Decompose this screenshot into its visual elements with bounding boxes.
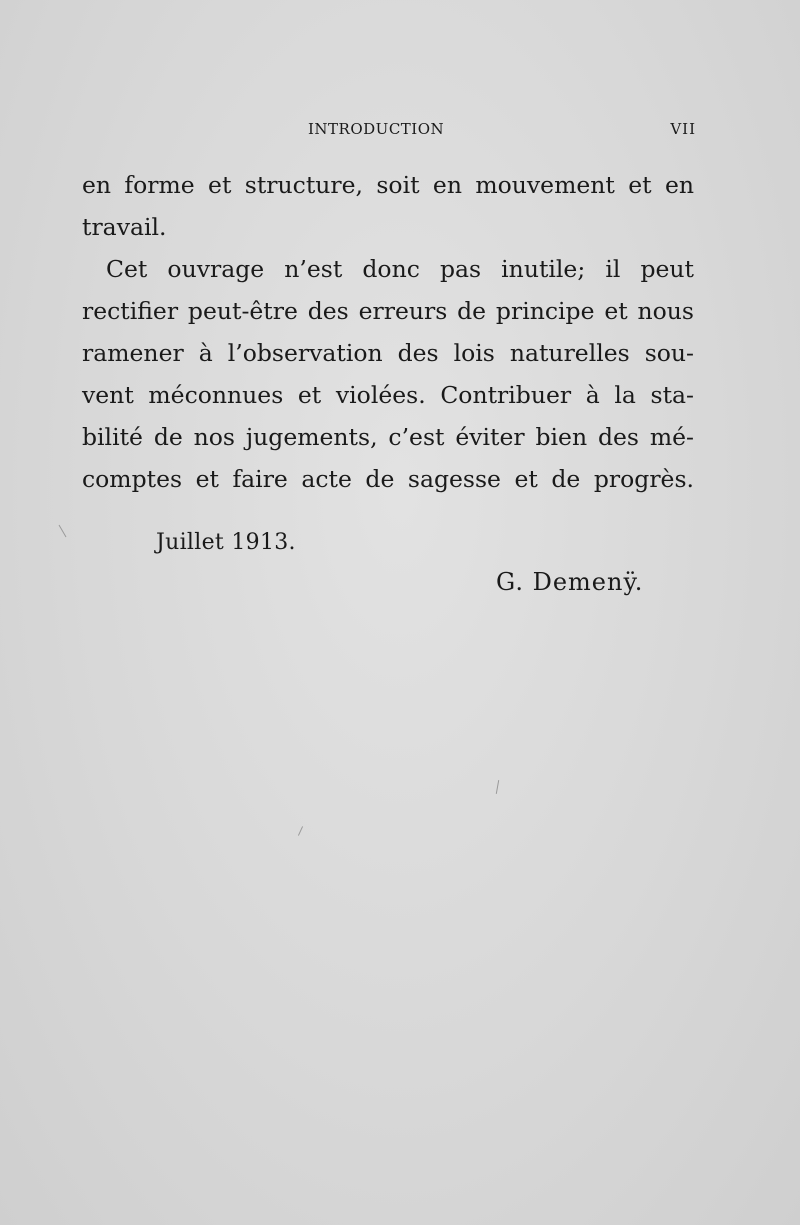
text-line: comptes et faire acte de sagesse et de progrès. xyxy=(82,465,694,493)
author-signature: G. Demenÿ. xyxy=(496,568,644,596)
paper-speck xyxy=(298,826,303,835)
page-number: VII xyxy=(670,120,696,138)
text-line: Cet ouvrage n’est donc pas inutile; il peut xyxy=(106,255,694,283)
paper-speck xyxy=(496,780,499,794)
closing-date: Juillet 1913. xyxy=(156,530,296,555)
body-text xyxy=(82,164,694,500)
text-line: rectifier peut-être des erreurs de principe et nous xyxy=(82,297,694,325)
running-title: INTRODUCTION xyxy=(308,120,445,138)
running-head xyxy=(82,120,696,144)
text-line: en forme et structure, soit en mouvement et en xyxy=(82,171,694,199)
text-line: ramener à l’observation des lois naturelles sou- xyxy=(82,339,694,367)
paper-speck xyxy=(59,525,67,538)
text-line: bilité de nos jugements, c’est éviter bien des mé- xyxy=(82,423,694,451)
text-line: travail. xyxy=(82,213,167,241)
text-line: vent méconnues et violées. Contribuer à la sta- xyxy=(82,381,694,409)
